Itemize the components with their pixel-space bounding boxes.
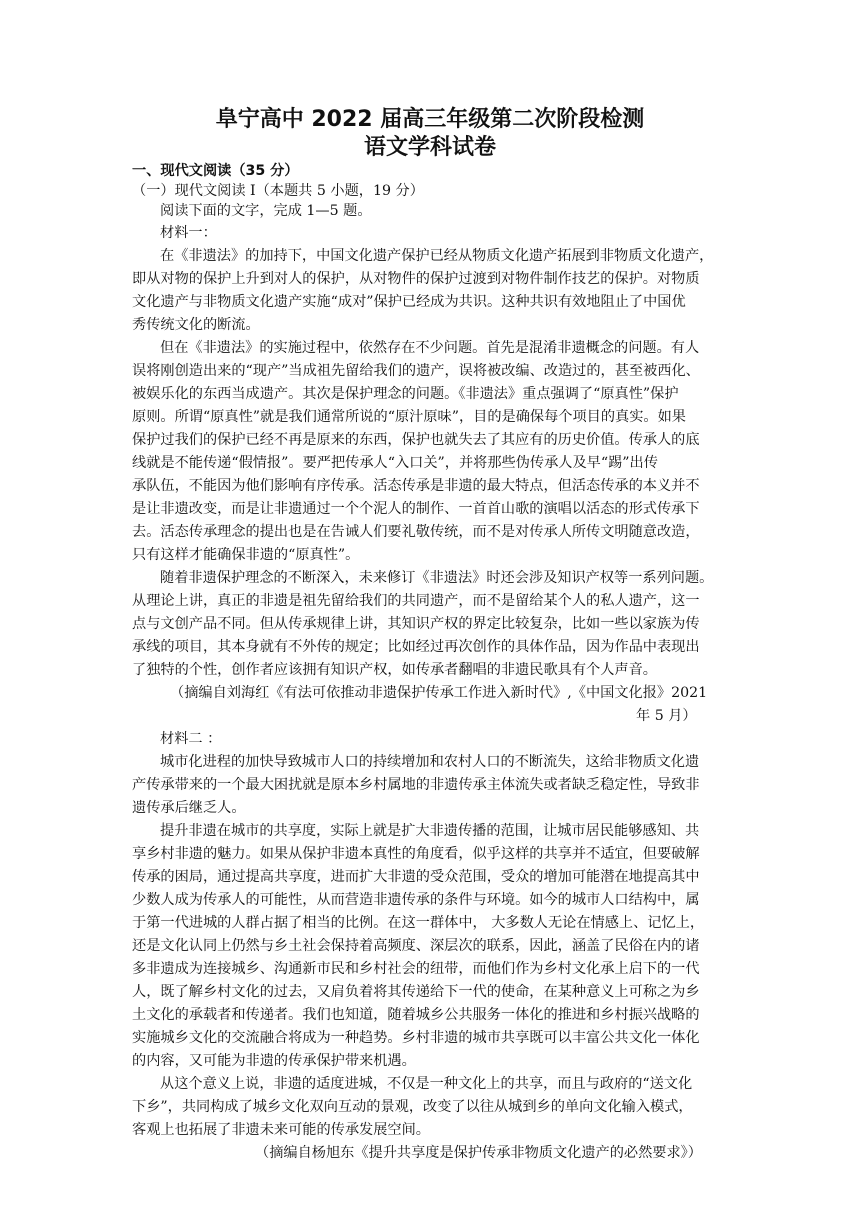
text-line: 随着非遗保护理念的不断深入，未来修订《非遗法》时还会涉及知识产权等一系列问题。	[160, 570, 714, 586]
citation-line: 年 5 月）	[636, 708, 697, 724]
text-line: 土文化的承载者和传递者。我们也知道，随着城乡公共服务一体化的推进和乡村振兴战略的	[132, 1007, 700, 1023]
text-line: 线就是不能传递“假情报”。要严把传承人“入口关”，并将那些伪传承人及早“踢”出传	[132, 455, 658, 471]
material-label-2: 材料二 ：	[160, 731, 222, 747]
text-line: 人，既了解乡村文化的过去，又肩负着将其传递给下一代的使命，在某种意义上可称之为乡	[132, 984, 700, 1000]
text-line: 产传承带来的一个最大困扰就是原本乡村属地的非遗传承主体流失或者缺乏稳定性，导致非	[132, 777, 700, 793]
text-line: 从这个意义上说，非遗的适度进城，不仅是一种文化上的共享，而且与政府的“送文化	[160, 1076, 693, 1092]
text-line: 保护过我们的保护已经不再是原来的东西，保护也就失去了其应有的历史价值。传承人的底	[132, 432, 700, 448]
text-line: 承队伍，不能因为他们影响有序传承。活态传承是非遗的最大特点，但活态传承的本义并不	[132, 478, 700, 494]
text-line: 下乡”，共同构成了城乡文化双向互动的景观，改变了以往从城到乡的单向文化输入模式，	[132, 1099, 693, 1115]
instruction-line: 阅读下面的文字，完成 1—5 题。	[160, 203, 372, 219]
text-line: 但在《非遗法》的实施过程中，依然存在不少问题。首先是混淆非遗概念的问题。有人	[160, 340, 700, 356]
text-line: 实施城乡文化的交流融合将成为一种趋势。乡村非遗的城市共享既可以丰富公共文化一体化	[132, 1030, 700, 1046]
text-line: 提升非遗在城市的共享度，实际上就是扩大非遗传播的范围，让城市居民能够感知、共	[160, 823, 700, 839]
text-line: 遗传承后继乏人。	[132, 800, 246, 816]
text-line: 在《非遗法》的加持下，中国文化遗产保护已经从物质文化遗产拓展到非物质文化遗产，	[160, 248, 714, 264]
text-line: 客观上也拓展了非遗未来可能的传承发展空间。	[132, 1122, 430, 1138]
text-line: 还是文化认同上仍然与乡土社会保持着高频度、深层次的联系，因此，涵盖了民俗在内的诸	[132, 938, 700, 954]
text-line: 即从对物的保护上升到对人的保护，从对物件的保护过渡到对物件制作技艺的保护。对物质	[132, 271, 700, 287]
exam-subtitle: 语文学科试卷	[363, 135, 496, 160]
text-line: 于第一代进城的人群占据了相当的比例。在这一群体中， 大多数人无论在情感上、记忆上，	[132, 915, 705, 931]
text-line: 从理论上讲，真正的非遗是祖先留给我们的共同遗产，而不是留给某个人的私人遗产，这一	[132, 593, 700, 609]
text-line: 的内容，又可能为非遗的传承保护带来机遇。	[132, 1053, 416, 1069]
section-heading: 一、现代文阅读（35 分）	[132, 163, 299, 179]
text-line: 秀传统文化的断流。	[132, 317, 260, 333]
text-line: 被娱乐化的东西当成遗产。其次是保护理念的问题。《非遗法》重点强调了“原真性”保护	[132, 386, 679, 402]
text-line: 城市化进程的加快导致城市人口的持续增加和农村人口的不断流失，这给非物质文化遗	[160, 754, 700, 770]
text-line: 去。活态传承理念的提出也是在告诫人们要礼敬传统，而不是对传承人所传文明随意改造，	[132, 524, 700, 540]
text-line: 只有这样才能确保非遗的“原真性”。	[132, 547, 360, 563]
text-line: 承线的项目，其本身就有不外传的规定；比如经过再次创作的具体作品，因为作品中表现出	[132, 639, 700, 655]
text-line: 文化遗产与非物质文化遗产实施“成对”保护已经成为共识。这种共识有效地阻止了中国优	[132, 294, 686, 310]
citation-line: （摘编自杨旭东《提升共享度是保护传承非物质文化遗产的必然要求》）	[255, 1145, 702, 1161]
text-line: 了独特的个性，创作者应该拥有知识产权，如传承者翻唱的非遗民歌具有个人声音。	[132, 662, 657, 678]
text-line: 少数人成为传承人的可能性，从而营造非遗传承的条件与环境。如今的城市人口结构中，属	[132, 892, 700, 908]
subsection-heading: （一）现代文阅读 I（本题共 5 小题，19 分）	[132, 183, 424, 199]
exam-title: 阜宁高中 2022 届高三年级第二次阶段检测	[215, 107, 645, 132]
text-line: 传承的困局，通过提高共享度，进而扩大非遗的受众范围，受众的增加可能潜在地提高其中	[132, 869, 700, 885]
text-line: 原则。所谓“原真性”就是我们通常所说的“原汁原味”，目的是确保每个项目的真实。如果	[132, 409, 686, 425]
material-label-1: 材料一：	[160, 225, 217, 241]
text-line: 点与文创产品不同。但从传承规律上讲，其知识产权的界定比较复杂，比如一些以家族为传	[132, 616, 700, 632]
text-line: 多非遗成为连接城乡、沟通新市民和乡村社会的纽带，而他们作为乡村文化承上启下的一代	[132, 961, 700, 977]
text-line: 是让非遗改变，而是让非遗通过一个个泥人的制作、一首首山歌的演唱以活态的形式传承下	[132, 501, 700, 517]
text-line: 享乡村非遗的魅力。如果从保护非遗本真性的角度看，似乎这样的共享并不适宜，但要破解	[132, 846, 700, 862]
text-line: 误将刚创造出来的“现产”当成祖先留给我们的遗产，误将被改编、改造过的，甚至被西化、	[132, 363, 700, 379]
citation-line: （摘编自刘海红《有法可依推动非遗保护传承工作进入新时代》,《中国文化报》2021	[170, 685, 708, 701]
